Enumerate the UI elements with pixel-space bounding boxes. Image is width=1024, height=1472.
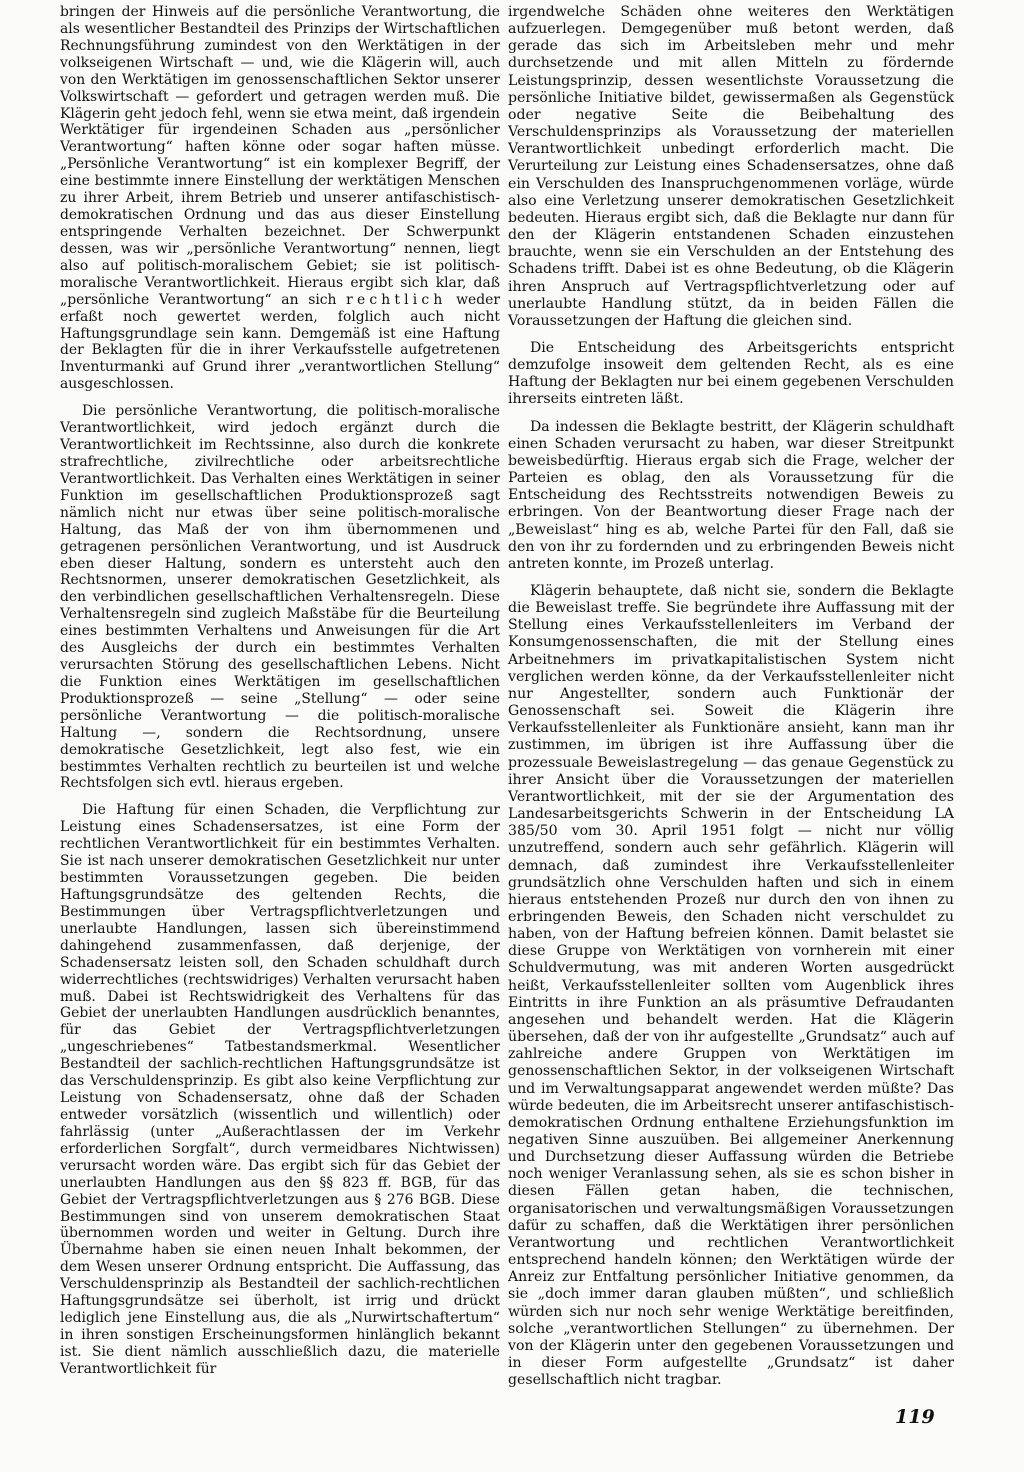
paragraph: Da indessen die Beklagte bestritt, der Klägerin schuldhaft einen Schaden verursacht zu haben, war dieser Streitpunkt beweisbedürftig. Hieraus ergab sich die Frage, welcher der Parteien es oblag, den als Voraussetzung für die Entscheidung des Rechtsstreits notwendigen Beweis zu erbringen. Von der Beantwortung dieser Frage nach der „Beweislast“ hing es ab, welche Partei für den Fall, daß sie den von ihr zu fordernden und zu erbringenden Beweis nicht antreten konnte, im Prozeß unterlag. bbox=[508, 418, 954, 572]
paragraph-text: bringen der Hinweis auf die persönliche Verantwortung, die als wesentlicher Bestandteil des Prinzips der Wirtschaftlichen Rechnungsführung zumindest von den Werktätigen in der volkseigenen Wirtschaft — und, wie die Klägerin will, auch von den Werktätigen im genossenschaftlichen Sektor unserer Volkswirtschaft — gefordert und getragen werden muß. Die Klägerin geht jedoch fehl, wenn sie etwa meint, daß irgendein Werktätiger für irgendeinen Schaden aus „persönlicher Verantwortung“ haften könne oder sogar haften müsse. „Persönliche Verantwortung“ ist ein komplexer Begriff, der eine bestimmte innere Einstellung der werktätigen Menschen zu ihrer Arbeit, ihrem Betrieb und unserer antifaschistisch-demokratischen Ordnung und das aus dieser Einstellung entspringende Verhalten bezeichnet. Der Schwerpunkt dessen, was wir „persönliche Verantwortung“ nennen, liegt also auf politisch-moralischem Gebiet; sie ist politisch-moralische Verantwortlichkeit. Hieraus ergibt sich klar, daß „persönliche Verantwortung“ an sich bbox=[60, 4, 500, 308]
right-column bbox=[508, 4, 954, 1389]
paragraph-text: weder erfaßt noch gewertet werden, folglich auch nicht Haftungsgrundlage sein kann. Demgemäß ist eine Haftung der Beklagten für die in ihrer Verkaufsstelle aufgetretenen Inventurmanki auf Grund ihrer „verantwortlichen Stellung“ ausgeschlossen. bbox=[60, 291, 500, 393]
paragraph: Die Haftung für einen Schaden, die Verpflichtung zur Leistung eines Schadensersatzes, ist eine Form der rechtlichen Verantwortlichkeit für ein bestimmtes Verhalten. Sie ist nach unserer demokratischen Gesetzlichkeit nur unter bestimmten Voraussetzungen gegeben. Die beiden Haftungsgrundsätze des geltenden Rechts, die Bestimmungen über Vertragspflichtverletzungen und unerlaubte Handlungen, lassen sich übereinstimmend dahingehend zusammenfassen, daß derjenige, der Schadensersatz leisten soll, den Schaden schuldhaft durch widerrechtliches (rechtswidriges) Verhalten verursacht haben muß. Dabei ist Rechtswidrigkeit des Verhaltens für das Gebiet der unerlaubten Handlungen ausdrücklich benanntes, für das Gebiet der Vertragspflichtverletzungen „ungeschriebenes“ Tatbestandsmerkmal. Wesentlicher Bestandteil der sachlich-rechtlichen Haftungsgrundsätze ist das Verschuldensprinzip. Es gibt also keine Verpflichtung zur Leistung von Schadensersatz, ohne daß der Schaden entweder vorsätzlich (wissentlich und willentlich) oder fahrlässig (unter „Außerachtlassen der im Verkehr erforderlichen Sorgfalt“, durch vermeidbares Nichtwissen) verursacht worden wäre. Das ergibt sich für das Gebiet der unerlaubten Handlungen aus den §§ 823 ff. BGB, für das Gebiet der Vertragspflichtverletzungen aus § 276 BGB. Diese Bestimmungen sind von unserem demokratischen Staat übernommen worden und weiter in Geltung. Durch ihre Übernahme haben sie einen neuen Inhalt bekommen, der dem Wesen unserer Ordnung entspricht. Die Auffassung, das Verschuldensprinzip als Bestandteil der sachlich-rechtlichen Haftungsgrundsätze sei überholt, ist irrig und drückt lediglich jene Einstellung aus, die als „Nurwirtschaftertum“ in ihren sonstigen Erscheinungsformen hinlänglich bekannt ist. Sie dient nämlich ausschließlich dazu, die materielle Verantwortlichkeit für bbox=[60, 802, 500, 1377]
paragraph bbox=[60, 4, 500, 393]
page-number: 119 bbox=[895, 1406, 935, 1428]
spaced-word: rechtlich bbox=[346, 291, 447, 308]
paragraph: Die Entscheidung des Arbeitsgerichts entspricht demzufolge insoweit dem geltenden Recht, als es eine Haftung der Beklagten nur bei einem gegebenen Verschulden ihrerseits eintreten läßt. bbox=[508, 339, 954, 408]
paragraph: Die persönliche Verantwortung, die politisch-moralische Verantwortlichkeit, wird jedoch ergänzt durch die Verantwortlichkeit im Rechtssinne, also durch die konkrete strafrechtliche, zivilrechtliche oder arbeitsrechtliche Verantwortlichkeit. Das Verhalten eines Werktätigen in seiner Funktion im gesellschaftlichen Produktionsprozeß sagt nämlich nicht nur etwas über seine politisch-moralische Haltung, das Maß der von ihm übernommenen und getragenen persönlichen Verantwortung, und ist Ausdruck eben dieser Haltung, sondern es untersteht auch den Rechtsnormen, unserer demokratischen Gesetzlichkeit, als den verbindlichen gesellschaftlichen Verhaltensregeln. Diese Verhaltensregeln sind zugleich Maßstäbe für die Beurteilung eines bestimmten Verhaltens und Anweisungen für die Art des Ausgleichs der durch ein bestimmtes Verhalten verursachten Störung des gesellschaftlichen Lebens. Nicht die Funktion eines Werktätigen im gesellschaftlichen Produktionsprozeß — seine „Stellung“ — oder seine persönliche Verantwortung — die politisch-moralische Haltung —, sondern die Rechtsordnung, unsere demokratische Gesetzlichkeit, legt also fest, wie ein bestimmtes Verhalten rechtlich zu beurteilen ist und welche Rechtsfolgen sich evtl. hieraus ergeben. bbox=[60, 403, 500, 792]
paragraph: Klägerin behauptete, daß nicht sie, sondern die Beklagte die Beweislast treffe. Sie begründete ihre Auffassung mit der Stellung eines Verkaufsstellenleiters im Verband der Konsumgenossenschaften, die mit der Stellung eines Arbeitnehmers im privatkapitalistischen System nicht verglichen werden könne, da der Verkaufsstellenleiter nicht nur Angestellter, sondern auch Funktionär der Genossenschaft sei. Soweit die Klägerin ihre Verkaufsstellenleiter als Funktionäre ansieht, kann man ihr zustimmen, im übrigen ist ihre Auffassung über die prozessuale Beweislastregelung — das genaue Gegenstück zu ihrer Ansicht über die Voraussetzungen der materiellen Verantwortlichkeit, mit der sie der Argumentation des Landesarbeitsgerichts Schwerin in der Entscheidung LA 385/50 vom 30. April 1951 folgt — nicht nur völlig unzutreffend, sondern auch sehr gefährlich. Klägerin will demnach, daß zumindest ihre Verkaufsstellenleiter grundsätzlich ohne Verschulden haften und sich in einem hieraus entstehenden Prozeß nur durch den von ihnen zu erbringenden Beweis, den Schaden nicht verschuldet zu haben, von der Haftung befreien können. Damit belastet sie diese Gruppe von Werktätigen von vornherein mit einer Schuldvermutung, was mit anderen Worten ausgedrückt heißt, Verkaufsstellenleiter sollten vom Augenblick ihres Eintritts in ihre Funktion an als präsumtive Defraudanten angesehen und behandelt werden. Hat die Klägerin übersehen, daß der von ihr aufgestellte „Grundsatz“ auch auf zahlreiche andere Gruppen von Werktätigen im genossenschaftlichen Sektor, in der volkseigenen Wirtschaft und im Verwaltungsapparat angewendet werden müßte? Das würde bedeuten, die im Arbeitsrecht unserer antifaschistisch-demokratischen Ordnung enthaltene Erziehungsfunktion im negativen Sinne auszuüben. Bei allgemeiner Anerkennung und Durchsetzung dieser Auffassung würden die Betriebe noch weniger Veranlassung sehen, als sie es schon bisher in diesen Fällen getan haben, die technischen, organisatorischen und verwaltungsmäßigen Voraussetzungen dafür zu schaffen, daß die Werktätigen ihrer persönlichen Verantwortung und rechtlichen Verantwortlichkeit entsprechend handeln können; den Werktätigen würde der Anreiz zur Entfaltung persönlicher Initiative genommen, da sie „doch immer daran glauben müßten“, und schließlich würden sich nur noch sehr wenige Werktätige bereitfinden, solche „verantwortlichen Stellungen“ zu übernehmen. Der von der Klägerin unter den gegebenen Voraussetzungen und in dieser Form aufgestellte „Grundsatz“ ist daher gesellschaftlich nicht tragbar. bbox=[508, 583, 954, 1389]
left-column bbox=[60, 4, 500, 1378]
paragraph: irgendwelche Schäden ohne weiteres den Werktätigen aufzuerlegen. Demgegenüber muß betont werden, daß gerade das sich im Arbeitsleben mehr und mehr durchsetzende und mit allen Mitteln zu fördernde Leistungsprinzip, dessen wesentlichste Voraussetzung die persönliche Initiative bildet, gewissermaßen als Gegenstück oder negative Seite die Beibehaltung des Verschuldensprinzips als Voraussetzung der materiellen Verantwortlichkeit unbedingt erforderlich macht. Die Verurteilung zur Leistung eines Schadensersatzes, ohne daß ein Verschulden des Inanspruchgenommenen vorläge, würde also eine Verletzung unserer demokratischen Gesetzlichkeit bedeuten. Hieraus ergibt sich, daß die Beklagte nur dann für den der Klägerin entstandenen Schaden einzustehen brauchte, wenn sie ein Verschulden an der Entstehung des Schadens trifft. Dabei ist es ohne Bedeutung, ob die Klägerin ihren Anspruch auf Vertragspflichtverletzung oder auf unerlaubte Handlung stützt, da in beiden Fällen die Voraussetzungen der Haftung die gleichen sind. bbox=[508, 4, 954, 329]
